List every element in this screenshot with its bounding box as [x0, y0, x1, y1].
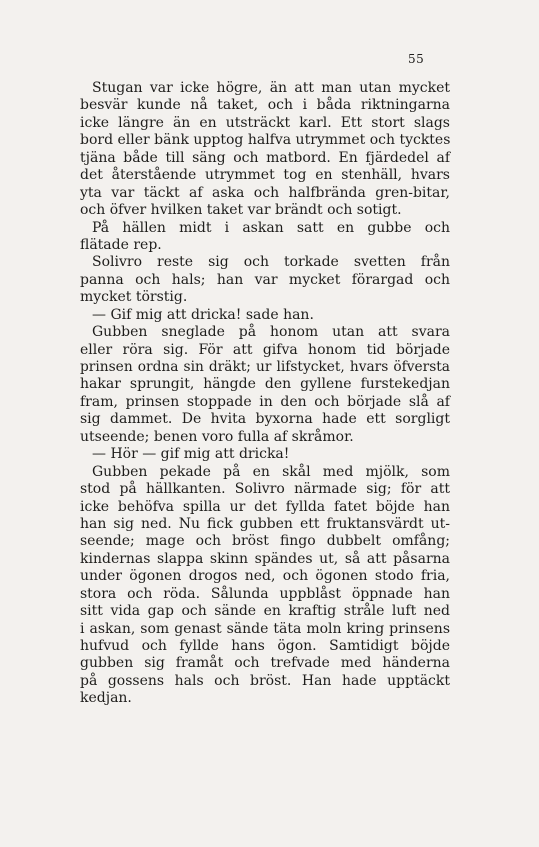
text-line: bord eller bänk upptog halfva utrymmet och tycktes	[80, 132, 451, 149]
text-line: yta var täckt af aska och halfbrända gren-bitar,	[80, 184, 450, 201]
text-line: panna och hals; han var mycket förargad och	[80, 271, 450, 288]
text-line: fram, prinsen stoppade in den och började slå af	[80, 393, 450, 410]
text-line: kedjan.	[80, 690, 132, 707]
text-line: prinsen ordna sin dräkt; ur lifstycket, hvars öfversta	[80, 359, 450, 375]
text-line: eller röra sig. För att gifva honom tid började	[80, 341, 450, 358]
text-line: sitt vida gap och sände en kraftig stråle luft ned	[80, 603, 450, 620]
text-line: under ögonen drogos ned, och ögonen stodo fria,	[80, 568, 450, 585]
text-line: besvär kunde nå taket, och i båda riktningarna	[80, 97, 450, 114]
text-line: Gubben pekade på en skål med mjölk, som	[92, 463, 450, 480]
text-line: utseende; benen voro fulla af skråmor.	[80, 428, 354, 445]
text-line: flätade rep.	[80, 236, 162, 253]
text-line: kindernas slappa skinn spändes ut, så att påsarna	[80, 550, 450, 567]
text-line: mycket törstig.	[80, 289, 188, 306]
text-line: icke behöfva spilla ur det fyllda fatet böjde han	[80, 498, 450, 515]
text-line: hakar sprungit, hängde den gyllene furstekedjan	[80, 376, 450, 393]
text-line: i askan, som genast sände täta moln kring prinsens	[80, 620, 450, 637]
text-line: Solivro reste sig och torkade svetten från	[92, 254, 450, 271]
text-line: seende; mage och bröst fingo dubbelt omfång;	[80, 533, 450, 550]
text-line: gubben sig framåt och trefvade med händerna	[80, 655, 450, 672]
text-line: stora och röda. Sålunda uppblåst öppnade han	[80, 585, 450, 602]
text-line: på gossens hals och bröst. Han hade upptäckt	[80, 672, 450, 689]
text-line: På hällen midt i askan satt en gubbe och	[92, 219, 450, 236]
text-line: sig dammet. De hvita byxorna hade ett sorgligt	[80, 411, 450, 428]
body-text	[80, 80, 450, 708]
text-line: och öfver hvilken taket var brändt och sotigt.	[80, 202, 402, 219]
text-line: Gubben sneglade på honom utan att svara	[92, 324, 450, 341]
text-line: — Hör — gif mig att dricka!	[92, 446, 290, 463]
text-line: stod på hällkanten. Solivro närmade sig; för att	[80, 481, 450, 498]
page-number: 55	[408, 52, 425, 66]
text-line: icke längre än en utsträckt karl. Ett stort slags	[80, 114, 450, 131]
text-line: det återstående utrymmet tog en stenhäll, hvars	[80, 167, 450, 184]
text-line: han sig ned. Nu fick gubben ett fruktansvärdt ut-	[80, 515, 450, 532]
text-line: Stugan var icke högre, än att man utan mycket	[92, 80, 450, 96]
text-line: hufvud och fyllde hans ögon. Samtidigt böjde	[80, 638, 450, 654]
text-line: — Gif mig att dricka! sade han.	[92, 306, 314, 323]
text-line: tjäna både till säng och matbord. En fjärdedel af	[80, 149, 450, 166]
